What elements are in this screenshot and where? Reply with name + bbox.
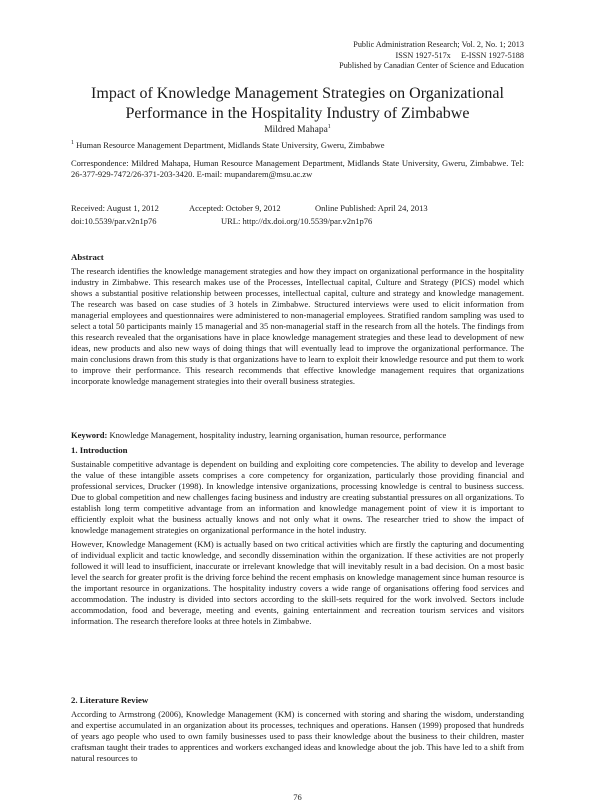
affiliation-sup: 1 [71, 140, 74, 147]
keywords-text: Knowledge Management, hospitality industry, learning organisation, human resource, performance [109, 430, 447, 440]
literature-review-paragraph-1: According to Armstrong (2006), Knowledge Management (KM) is concerned with storing and sharing the wisdom, understanding and expertise accumulated in an organization about its processes, techniques and operations. Hansen (1999) proposed that hundreds of years ago people who used to own family businesses used to pass their knowledge about the business to their children, master craftsman taught their trades to apprentices and workers exchanged ideas and knowledge about the job. This have led to a shift from natural resources to [71, 709, 524, 763]
publication-dates [71, 203, 524, 227]
affiliation-text: Human Resource Management Department, Midlands State University, Gweru, Zimbabwe [76, 140, 385, 150]
keywords-label: Keyword: [71, 430, 108, 440]
introduction-paragraph-1: Sustainable competitive advantage is dependent on building and exploiting core competencies. The ability to develop and leverage the value of these intangible assets comprises a core competency for organization, particularly those providing financial and professional services, Drucker (1998). In knowledge intensive organizations, processing knowledge is central to business success. Due to global competition and new challenges facing business and industry are creating substantial pressures on all organizations. To establish long term competitive advantage from an information and knowledge management point of view it is important to efficiently exploit what the business actually knows and not only what it owns. The researcher tried to show the impact of knowledge management strategies on organizational performance in the hotel industry. [71, 459, 524, 535]
title-line-2: Performance in the Hospitality Industry of Zimbabwe [125, 105, 470, 122]
correspondence: Correspondence: Mildred Mahapa, Human Resource Management Department, Midlands State University, Gweru, Zimbabwe. Tel: 26-377-929-7472/26-371-203-3420. E-mail: mupandarem@msu.ac.zw [71, 158, 524, 179]
journal-citation: Public Administration Research; Vol. 2, No. 1; 2013 [353, 40, 524, 49]
abstract-text: The research identifies the knowledge management strategies and how they impact on organizational performance in the hospitality industry in Zimbabwe. This research makes use of the Processes, Intellectual capital, Culture and Strategy (PICS) model which shows a substantial positive relationship between processes, intellectual capital, culture and strategy and knowledge management. The research was based on case studies of 3 hotels in Zimbabwe. Structured interviews were used to elicit information from managerial employees and questionnaires were administered to non-managerial employees. Stratified random sampling was used to select a total 50 participants mainly 15 managerial and 35 non-managerial staff in the research from all the hotels. The findings from this research revealed that the organisations have in place knowledge management strategies and these lead to development of new ideas, new products and also new ways of doing things that will eventually lead to improve the organizational performance. The main conclusions drawn from this study is that organizations have to learn to exploit their knowledge resource and put them to work to improve their performance. This research recommends that effective knowledge management requires that organizations incorporate knowledge management strategies into their overall business strategies. [71, 266, 524, 386]
literature-review-section [71, 695, 524, 764]
received-date: Received: August 1, 2012 [71, 203, 159, 213]
introduction-section [71, 445, 524, 627]
url[interactable]: URL: http://dx.doi.org/10.5539/par.v2n1p76 [221, 216, 373, 226]
journal-issn: ISSN 1927-517x E-ISSN 1927-5188 [395, 50, 524, 60]
keywords [71, 430, 524, 441]
author-name: Mildred Mahapa [264, 125, 328, 135]
published-date: Online Published: April 24, 2013 [315, 203, 428, 213]
paper-title [40, 84, 555, 124]
author-sup: 1 [327, 123, 331, 130]
page-number: 76 [293, 792, 302, 802]
affiliation [71, 140, 524, 151]
journal-publisher: Published by Canadian Center of Science and Education [339, 61, 524, 70]
literature-review-heading: 2. Literature Review [71, 695, 149, 705]
abstract-heading: Abstract [71, 252, 104, 262]
introduction-heading: 1. Introduction [71, 445, 128, 455]
author-line [0, 125, 595, 135]
doi[interactable]: doi:10.5539/par.v2n1p76 [71, 216, 157, 226]
title-line-1: Impact of Knowledge Management Strategies on Organizational [91, 85, 504, 102]
abstract-section [71, 252, 524, 387]
accepted-date: Accepted: October 9, 2012 [189, 203, 281, 213]
journal-header [124, 40, 524, 72]
introduction-paragraph-2: However, Knowledge Management (KM) is actually based on two critical activities which are firstly the capturing and documenting of individual explicit and tactic knowledge, and secondly dissemination within the organization. If these activities are not properly followed it will lead to insufficient, inaccurate or irrelevant knowledge that will inevitably result in a bad decision. On a most basic level the search for greater profit is the driving force behind the recent emphasis on knowledge management since human resource is the important resource in organizations. The hospitality industry covers a wide range of organisations offering food services and accommodation. The industry is divided into sectors according to the skill-sets required for the work involved. Sectors include accommodation, food and beverage, meeting and events, gaining entertainment and recreation tourism services and visitors information. The research therefore looks at three hotels in Zimbabwe. [71, 539, 524, 626]
